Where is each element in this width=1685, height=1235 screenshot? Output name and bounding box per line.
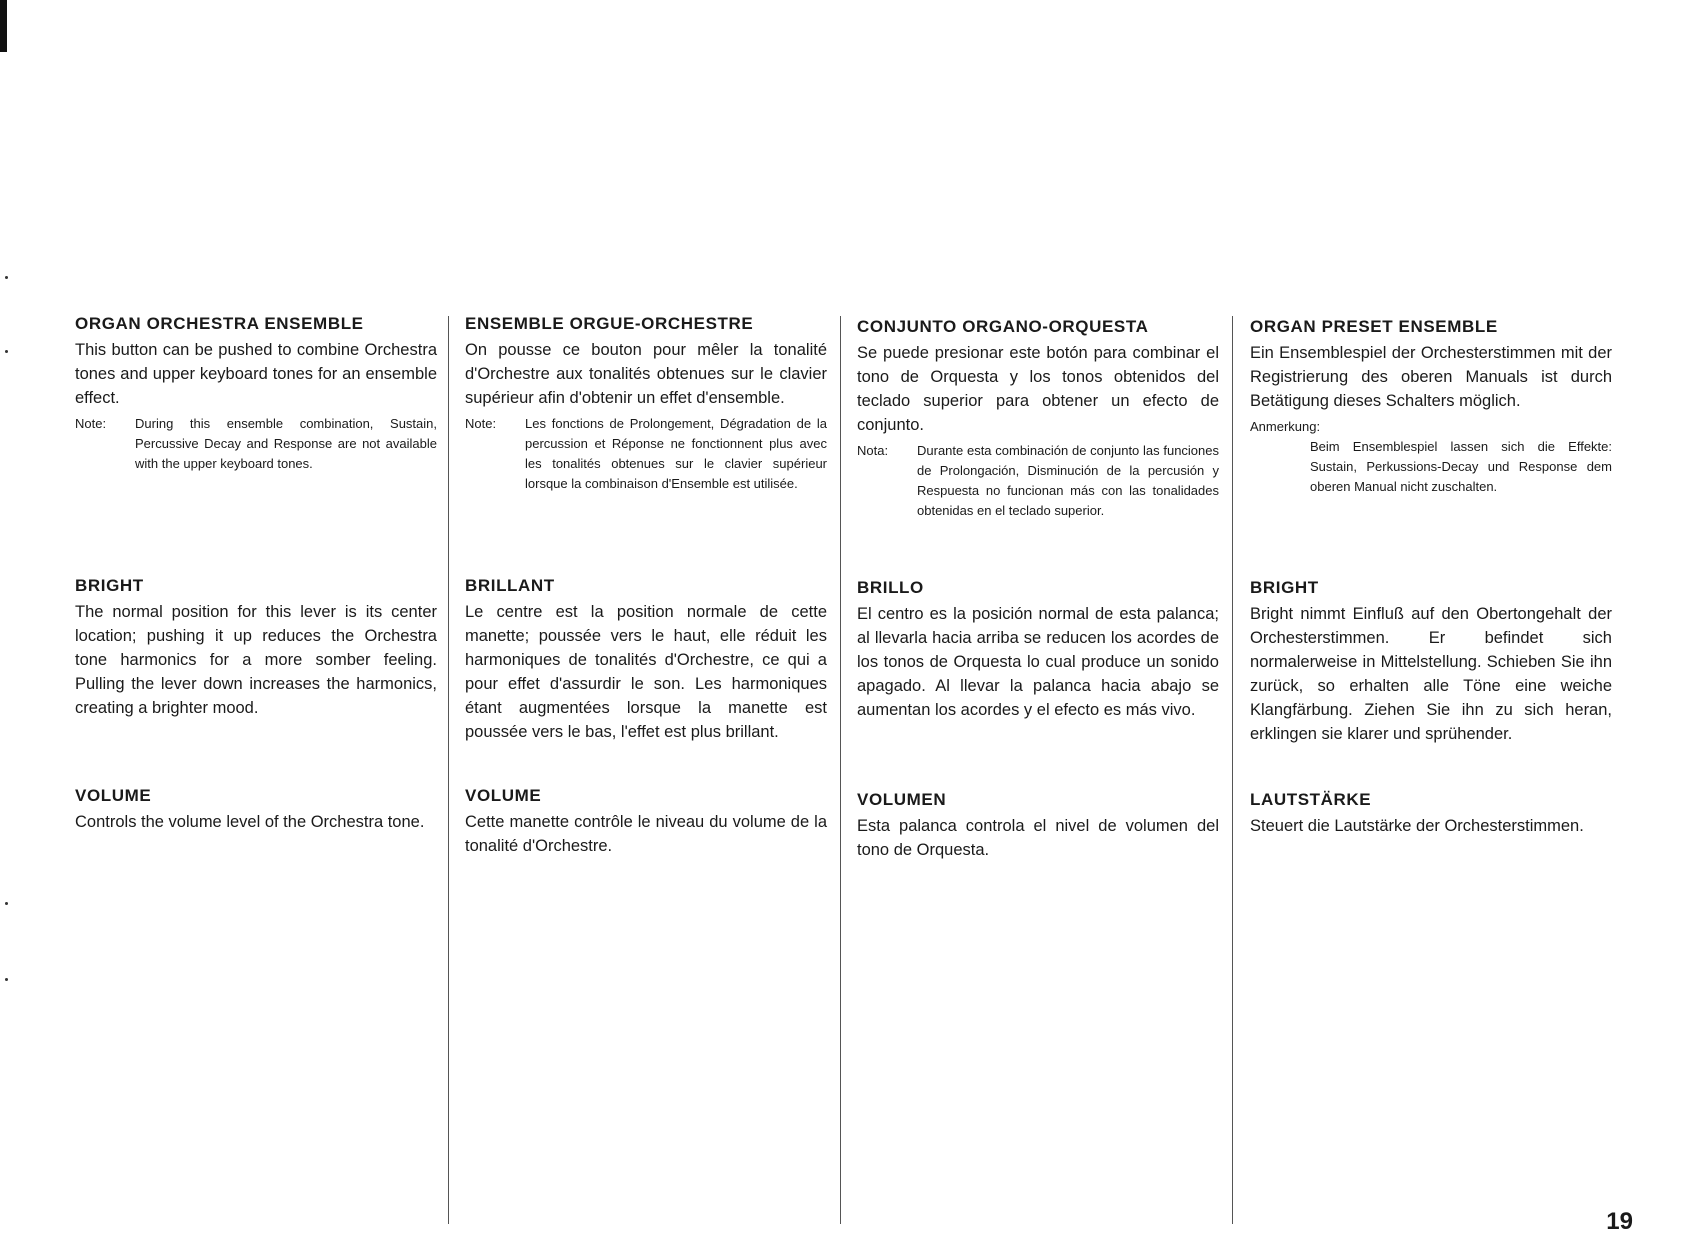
note — [857, 441, 1219, 521]
section-bright — [1250, 578, 1612, 746]
section-body: Esta palanca controla el nivel de volumen del tono de Orquesta. — [857, 817, 1219, 859]
section-body: Controls the volume level of the Orchestra tone. — [75, 813, 425, 831]
section-heading: LAUTSTÄRKE — [1250, 790, 1372, 809]
section-ensemble — [1250, 317, 1612, 497]
section-heading: BRIGHT — [1250, 578, 1319, 597]
section-heading: ENSEMBLE ORGUE-ORCHESTRE — [465, 314, 754, 333]
page-edge-mark — [0, 0, 7, 52]
section-body: El centro es la posición normal de esta palanca; al llevarla hacia arriba se reducen los acordes de los tonos de Orquesta lo cual produce un sonido apagado. Al llevar la palanca hacia abajo se aumentan los acordes y el efecto es más vivo. — [857, 605, 1219, 719]
section-heading: BRIGHT — [75, 576, 144, 595]
column-divider — [448, 316, 449, 1224]
section-ensemble — [465, 314, 827, 494]
margin-dot — [5, 350, 8, 353]
section-heading: ORGAN ORCHESTRA ENSEMBLE — [75, 314, 364, 333]
section-heading: BRILLO — [857, 578, 924, 597]
note-text: Durante esta combinación de conjunto las funciones de Prolongación, Disminución de la percusión y Respuesta no funcionan más con las tonalidades obtenidas en el teclado superior. — [917, 443, 1219, 518]
section-volume — [1250, 790, 1612, 838]
section-ensemble — [857, 317, 1219, 521]
section-heading: VOLUMEN — [857, 790, 947, 809]
note-text: Beim Ensemblespiel lassen sich die Effekte: Sustain, Perkussions-Decay und Response dem oberen Manual nicht zuschalten. — [1310, 439, 1612, 494]
section-heading: ORGAN PRESET ENSEMBLE — [1250, 317, 1498, 336]
note — [465, 414, 827, 494]
note-label: Anmerkung: — [1250, 419, 1321, 434]
section-body: Se puede presionar este botón para combinar el tono de Orquesta y los tonos obtenidos del teclado superior para obtener un efecto de conjunto. — [857, 344, 1219, 434]
section-bright — [465, 576, 827, 744]
note-label: Nota: — [857, 443, 889, 458]
margin-dot — [5, 902, 8, 905]
section-heading: VOLUME — [465, 786, 542, 805]
section-body: This button can be pushed to combine Orchestra tones and upper keyboard tones for an ensemble effect. — [75, 341, 437, 407]
section-body: Steuert die Lautstärke der Orchesterstimmen. — [1250, 817, 1584, 835]
section-body: On pousse ce bouton pour mêler la tonalité d'Orchestre aux tonalités obtenues sur le clavier supérieur afin d'obtenir un effet d'ensemble. — [465, 341, 827, 407]
section-ensemble — [75, 314, 437, 474]
section-body: Le centre est la position normale de cette manette; poussée vers le haut, elle réduit les harmoniques de tonalités d'Orchestre, ce qui a pour effet d'assurdir le son. Les harmoniques étant augmentées lorsque la manette est poussée vers le bas, l'effet est plus brillant. — [465, 603, 827, 741]
section-bright — [857, 578, 1219, 722]
section-heading: VOLUME — [75, 786, 152, 805]
note-label: Note: — [465, 416, 497, 431]
note — [1250, 417, 1612, 497]
section-body: Bright nimmt Einfluß auf den Obertongehalt der Orchesterstimmen. Er befindet sich normalerweise in Mittelstellung. Schieben Sie ihn zurück, so erhalten alle Töne eine weiche Klangfärbung. Ziehen Sie ihn zu sich heran, erklingen sie klarer und sprühender. — [1250, 605, 1612, 743]
note — [75, 414, 437, 474]
note-label: Note: — [75, 416, 107, 431]
section-volume — [75, 786, 437, 834]
section-volume — [857, 790, 1219, 862]
section-volume — [465, 786, 827, 858]
note-text: Les fonctions de Prolongement, Dégradation de la percussion et Réponse ne fonctionnent plus avec les tonalités obtenues sur le clavier supérieur lorsque la combinaison d'Ensemble est utilisée. — [525, 416, 827, 491]
section-heading: BRILLANT — [465, 576, 555, 595]
margin-dot — [5, 276, 8, 279]
column-divider — [840, 316, 841, 1224]
section-body: The normal position for this lever is its center location; pushing it up reduces the Orchestra tone harmonics for a more somber feeling. Pulling the lever down increases the harmonics, creating a brighter mood. — [75, 603, 437, 717]
page-number: 19 — [1606, 1208, 1633, 1235]
note-text: During this ensemble combination, Sustain, Percussive Decay and Response are not available with the upper keyboard tones. — [135, 416, 437, 471]
section-body: Cette manette contrôle le niveau du volume de la tonalité d'Orchestre. — [465, 813, 827, 855]
section-bright — [75, 576, 437, 720]
column-divider — [1232, 316, 1233, 1224]
section-heading: CONJUNTO ORGANO-ORQUESTA — [857, 317, 1149, 336]
margin-dot — [5, 978, 8, 981]
section-body: Ein Ensemblespiel der Orchesterstimmen mit der Registrierung des oberen Manuals ist durch Betätigung dieses Schalters möglich. — [1250, 344, 1612, 410]
